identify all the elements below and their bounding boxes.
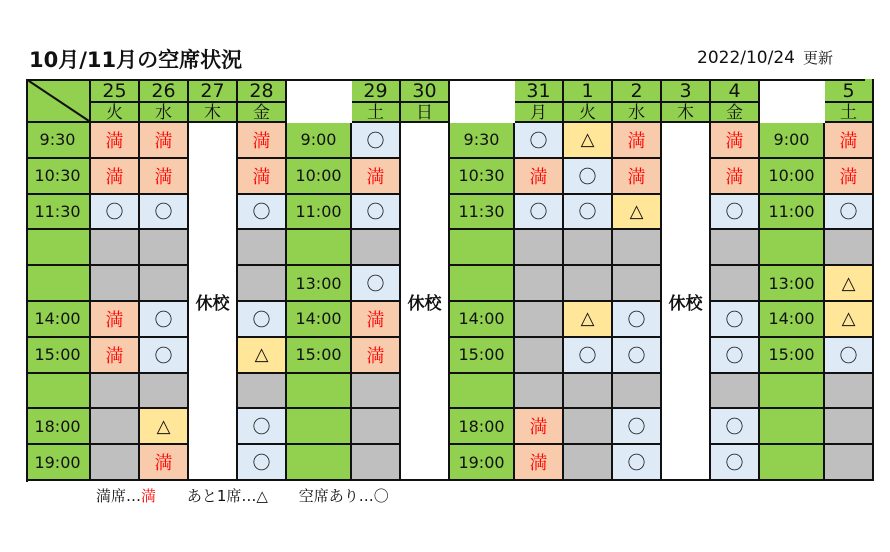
legend bbox=[96, 485, 389, 506]
updated-label: 更新 bbox=[802, 49, 833, 67]
unavailable-slot bbox=[515, 302, 564, 338]
time-cell: 15:00 bbox=[287, 338, 352, 374]
day-weekday: 水 bbox=[155, 103, 172, 123]
time-cell bbox=[287, 409, 352, 445]
slot-few[interactable]: △ bbox=[140, 409, 189, 445]
slot-few[interactable]: △ bbox=[564, 123, 613, 159]
day-date: 25 bbox=[91, 79, 138, 103]
time-cell: 11:00 bbox=[287, 195, 352, 231]
day-weekday: 土 bbox=[367, 103, 384, 123]
time-cell bbox=[287, 445, 352, 481]
time-cell: 11:30 bbox=[26, 195, 91, 231]
time-cell: 14:00 bbox=[450, 302, 515, 338]
slot-full[interactable]: 満 bbox=[613, 159, 662, 195]
slot-few[interactable]: △ bbox=[825, 266, 874, 302]
time-cell: 9:30 bbox=[450, 123, 515, 159]
time-cell: 14:00 bbox=[287, 302, 352, 338]
slot-full[interactable]: 満 bbox=[352, 338, 401, 374]
slot-full[interactable]: 満 bbox=[515, 409, 564, 445]
legend-full-symbol: 満 bbox=[141, 487, 157, 505]
slot-open[interactable]: 〇 bbox=[711, 195, 760, 231]
slot-open[interactable]: 〇 bbox=[711, 445, 760, 481]
page-title: 10月/11月の空席状況 bbox=[29, 48, 243, 72]
unavailable-slot bbox=[564, 445, 613, 481]
time-cell bbox=[26, 266, 91, 302]
slot-full[interactable]: 満 bbox=[711, 123, 760, 159]
slot-open[interactable]: 〇 bbox=[825, 195, 874, 231]
day-header bbox=[564, 79, 613, 123]
slot-open[interactable]: 〇 bbox=[352, 266, 401, 302]
day-header bbox=[140, 79, 189, 123]
day-header bbox=[189, 79, 238, 123]
day-header bbox=[352, 79, 401, 123]
time-cell bbox=[450, 230, 515, 266]
slot-full[interactable]: 満 bbox=[238, 159, 287, 195]
slot-few[interactable]: △ bbox=[825, 302, 874, 338]
time-cell: 19:00 bbox=[450, 445, 515, 481]
unavailable-slot bbox=[515, 374, 564, 410]
day-weekday: 金 bbox=[253, 103, 270, 123]
day-header bbox=[238, 79, 287, 123]
day-weekday: 土 bbox=[840, 103, 857, 123]
unavailable-slot bbox=[613, 230, 662, 266]
slot-full[interactable]: 満 bbox=[91, 159, 140, 195]
time-cell: 15:00 bbox=[26, 338, 91, 374]
day-date: 2 bbox=[613, 79, 660, 103]
day-header bbox=[662, 79, 711, 123]
day-header bbox=[515, 79, 564, 123]
day-date: 26 bbox=[140, 79, 187, 103]
unavailable-slot bbox=[140, 230, 189, 266]
day-weekday: 水 bbox=[628, 103, 645, 123]
slot-open[interactable]: 〇 bbox=[238, 409, 287, 445]
slot-open[interactable]: 〇 bbox=[140, 302, 189, 338]
time-cell bbox=[287, 374, 352, 410]
day-date: 1 bbox=[564, 79, 611, 103]
time-cell bbox=[450, 374, 515, 410]
unavailable-slot bbox=[91, 266, 140, 302]
day-header bbox=[91, 79, 140, 123]
slot-open[interactable]: 〇 bbox=[564, 338, 613, 374]
legend-open: 空席あり…〇 bbox=[298, 487, 389, 505]
unavailable-slot bbox=[613, 266, 662, 302]
time-cell: 9:30 bbox=[26, 123, 91, 159]
time-cell: 14:00 bbox=[26, 302, 91, 338]
header-corner bbox=[26, 79, 91, 123]
unavailable-slot bbox=[515, 266, 564, 302]
time-cell: 15:00 bbox=[760, 338, 825, 374]
unavailable-slot bbox=[711, 230, 760, 266]
unavailable-slot bbox=[825, 230, 874, 266]
slot-full[interactable]: 満 bbox=[238, 123, 287, 159]
unavailable-slot bbox=[91, 409, 140, 445]
day-date: 27 bbox=[189, 79, 236, 103]
unavailable-slot bbox=[564, 266, 613, 302]
day-date: 31 bbox=[515, 79, 562, 103]
unavailable-slot bbox=[825, 374, 874, 410]
time-cell: 15:00 bbox=[450, 338, 515, 374]
slot-full[interactable]: 満 bbox=[711, 159, 760, 195]
time-cell bbox=[450, 266, 515, 302]
time-cell: 11:00 bbox=[760, 195, 825, 231]
time-cell: 10:30 bbox=[26, 159, 91, 195]
day-date: 4 bbox=[711, 79, 758, 103]
time-cell bbox=[26, 230, 91, 266]
slot-open[interactable]: 〇 bbox=[352, 195, 401, 231]
day-weekday: 月 bbox=[530, 103, 547, 123]
day-header bbox=[401, 79, 450, 123]
closed-cell: 休校 bbox=[662, 123, 711, 481]
time-cell bbox=[760, 409, 825, 445]
diagonal-line bbox=[26, 79, 91, 123]
slot-open[interactable]: 〇 bbox=[825, 338, 874, 374]
time-cell bbox=[26, 374, 91, 410]
day-date: 5 bbox=[825, 79, 872, 103]
time-cell: 19:00 bbox=[26, 445, 91, 481]
slot-full[interactable]: 満 bbox=[140, 445, 189, 481]
unavailable-slot bbox=[515, 230, 564, 266]
time-cell: 13:00 bbox=[760, 266, 825, 302]
unavailable-slot bbox=[352, 230, 401, 266]
unavailable-slot bbox=[352, 409, 401, 445]
slot-full[interactable]: 満 bbox=[515, 445, 564, 481]
slot-open[interactable]: 〇 bbox=[91, 195, 140, 231]
unavailable-slot bbox=[140, 266, 189, 302]
slot-full[interactable]: 満 bbox=[352, 159, 401, 195]
unavailable-slot bbox=[825, 445, 874, 481]
time-cell bbox=[287, 230, 352, 266]
closed-cell: 休校 bbox=[189, 123, 238, 481]
unavailable-slot bbox=[91, 445, 140, 481]
slot-full[interactable]: 満 bbox=[352, 302, 401, 338]
slot-few[interactable]: △ bbox=[564, 302, 613, 338]
time-cell: 14:00 bbox=[760, 302, 825, 338]
slot-full[interactable]: 満 bbox=[140, 123, 189, 159]
day-date: 28 bbox=[238, 79, 285, 103]
time-cell: 18:00 bbox=[26, 409, 91, 445]
slot-full[interactable]: 満 bbox=[825, 159, 874, 195]
unavailable-slot bbox=[515, 338, 564, 374]
slot-full[interactable]: 満 bbox=[140, 159, 189, 195]
time-cell: 9:00 bbox=[287, 123, 352, 159]
slot-open[interactable]: 〇 bbox=[613, 445, 662, 481]
day-date: 30 bbox=[401, 79, 448, 103]
slot-open[interactable]: 〇 bbox=[711, 302, 760, 338]
unavailable-slot bbox=[238, 230, 287, 266]
unavailable-slot bbox=[825, 409, 874, 445]
unavailable-slot bbox=[564, 409, 613, 445]
slot-open[interactable]: 〇 bbox=[711, 338, 760, 374]
slot-open[interactable]: 〇 bbox=[564, 159, 613, 195]
slot-full[interactable]: 満 bbox=[825, 123, 874, 159]
day-weekday: 木 bbox=[677, 103, 694, 123]
slot-few[interactable]: △ bbox=[613, 195, 662, 231]
slot-open[interactable]: 〇 bbox=[352, 123, 401, 159]
slot-full[interactable]: 満 bbox=[91, 338, 140, 374]
slot-few[interactable]: △ bbox=[238, 338, 287, 374]
day-weekday: 木 bbox=[204, 103, 221, 123]
slot-open[interactable]: 〇 bbox=[140, 338, 189, 374]
time-cell bbox=[760, 374, 825, 410]
slot-open[interactable]: 〇 bbox=[238, 302, 287, 338]
day-weekday: 日 bbox=[416, 103, 433, 123]
day-weekday: 火 bbox=[579, 103, 596, 123]
time-cell: 10:00 bbox=[760, 159, 825, 195]
closed-cell: 休校 bbox=[401, 123, 450, 481]
day-weekday: 金 bbox=[726, 103, 743, 123]
day-date: 3 bbox=[662, 79, 709, 103]
unavailable-slot bbox=[711, 266, 760, 302]
unavailable-slot bbox=[564, 230, 613, 266]
unavailable-slot bbox=[613, 374, 662, 410]
day-header bbox=[613, 79, 662, 123]
day-header bbox=[825, 79, 874, 123]
unavailable-slot bbox=[711, 374, 760, 410]
slot-open[interactable]: 〇 bbox=[515, 195, 564, 231]
time-cell bbox=[760, 230, 825, 266]
slot-open[interactable]: 〇 bbox=[238, 445, 287, 481]
day-weekday: 火 bbox=[106, 103, 123, 123]
unavailable-slot bbox=[564, 374, 613, 410]
slot-open[interactable]: 〇 bbox=[564, 195, 613, 231]
unavailable-slot bbox=[91, 374, 140, 410]
unavailable-slot bbox=[352, 445, 401, 481]
slot-full[interactable]: 満 bbox=[613, 123, 662, 159]
time-cell: 13:00 bbox=[287, 266, 352, 302]
slot-full[interactable]: 満 bbox=[91, 123, 140, 159]
slot-open[interactable]: 〇 bbox=[140, 195, 189, 231]
unavailable-slot bbox=[352, 374, 401, 410]
unavailable-slot bbox=[91, 230, 140, 266]
legend-full-label: 満席… bbox=[96, 487, 142, 505]
time-cell: 10:00 bbox=[287, 159, 352, 195]
time-cell: 18:00 bbox=[450, 409, 515, 445]
slot-open[interactable]: 〇 bbox=[238, 195, 287, 231]
time-cell: 9:00 bbox=[760, 123, 825, 159]
slot-open[interactable]: 〇 bbox=[711, 409, 760, 445]
legend-few: あと1席…△ bbox=[186, 487, 268, 505]
time-cell: 11:30 bbox=[450, 195, 515, 231]
unavailable-slot bbox=[140, 374, 189, 410]
slot-open[interactable]: 〇 bbox=[613, 338, 662, 374]
unavailable-slot bbox=[238, 266, 287, 302]
slot-open[interactable]: 〇 bbox=[515, 123, 564, 159]
time-cell bbox=[760, 445, 825, 481]
unavailable-slot bbox=[238, 374, 287, 410]
time-cell: 10:30 bbox=[450, 159, 515, 195]
slot-full[interactable]: 満 bbox=[91, 302, 140, 338]
slot-open[interactable]: 〇 bbox=[613, 409, 662, 445]
slot-open[interactable]: 〇 bbox=[613, 302, 662, 338]
day-header bbox=[711, 79, 760, 123]
updated-date: 2022/10/24 bbox=[697, 48, 795, 68]
day-date: 29 bbox=[352, 79, 399, 103]
slot-full[interactable]: 満 bbox=[515, 159, 564, 195]
